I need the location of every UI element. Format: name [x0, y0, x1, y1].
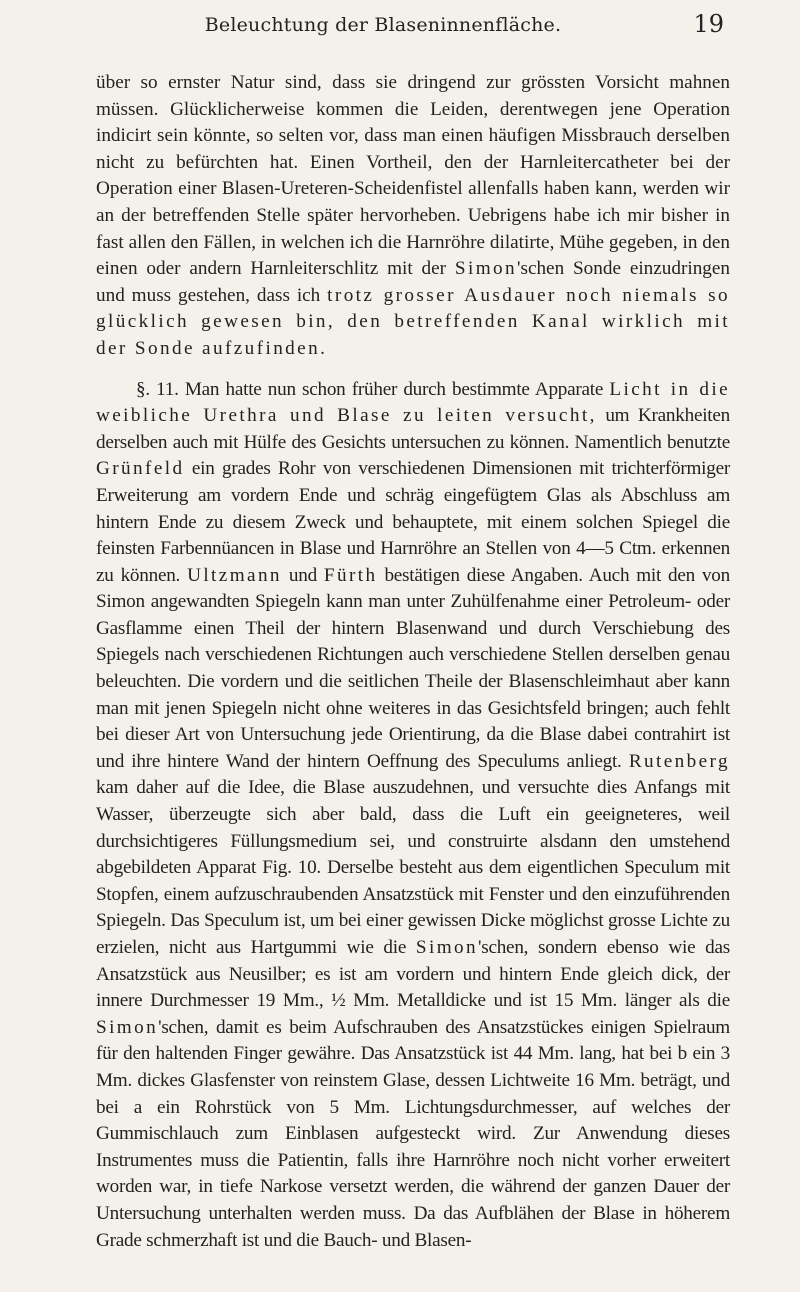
text-run: 'schen, sondern ebenso wie das Ansatzstück aus Neusilber; es ist am vordern und hintern Ende gleich dick, der innere Durchmesser 19 Mm., ½ Mm. Metalldicke und ist 15 Mm. länger als die	[96, 937, 730, 1012]
running-head	[96, 6, 730, 46]
person-name: Fürth	[323, 564, 378, 586]
person-name: Ultzmann	[187, 564, 282, 586]
person-name: Grünfeld	[96, 458, 185, 480]
text-run: und	[281, 564, 324, 586]
text-run: 'schen Sonde einzudringen und muss gestehen, dass ich	[96, 258, 730, 306]
running-title: Beleuchtung der Blaseninnenfläche.	[204, 14, 562, 36]
text-run: ein grades Rohr von verschiedenen Dimensionen mit trichterförmiger Erweiterung am vordern Ende und schräg eingefügtem Glas als Abschluss am hintern Ende zu diesem Zweck und behauptete, mit einem solchen Spiegel die feinsten Farbennüancen in Blase und Harnröhre an Stellen von 4—5 Ctm. erkennen zu können.	[96, 458, 730, 586]
text-run: um Krankheiten derselben auch mit Hülfe des Gesichts untersuchen zu können. Namentlich benutzte	[96, 405, 730, 453]
text-run: bestätigen diese Angaben. Auch mit den von Simon angewandten Spiegeln kann man unter Zuhülfenahme einer Petroleum- oder Gasflamme einen Theil der hintern Blasenwand und durch Verschiebung des Spiegels nach verschiedenen Richtungen auch verschiedene Stellen derselben genau beleuchten. Die vordern und die seitlichen Theile der Blasenschleimhaut aber kann man mit jenen Spiegeln nicht ohne weiteres in das Gesichtsfeld bringen; auch fehlt bei dieser Art von Untersuchung jede Orientirung, da die Blase dabei contrahirt ist und ihre hintere Wand der hintern Oeffnung des Speculums anliegt.	[96, 564, 730, 772]
text-run: §. 11. Man hatte nun schon früher durch bestimmte Apparate	[136, 378, 610, 400]
person-name: Rutenberg	[628, 750, 730, 772]
text-run: über so ernster Natur sind, dass sie dringend zur grössten Vorsicht mahnen müssen. Glücklicherweise kommen die Leiden, derentwegen jene Operation indicirt sein könnte, so selten vor, dass man einen häufigen Missbrauch derselben nicht zu befürchten hat. Einen Vortheil, den der Harnleitercatheter bei der Operation einer Blasen-Ureteren-Scheidenfistel allenfalls haben kann, werden wir an der betreffenden Stelle später hervorheben. Uebrigens habe ich mir bisher in fast allen den Fällen, in welchen ich die Harnröhre dilatirte, Mühe gegeben, in den einen oder andern Harnleiterschlitz mit der	[96, 72, 730, 280]
text-run: kam daher auf die Idee, die Blase auszudehnen, und versuchte dies Anfangs mit Wasser, überzeugte sich aber bald, dass die Luft ein geeigneteres, weil durchsichtigeres Füllungsmedium sei, und construirte alsdann den umstehend abgebildeten Apparat Fig. 10. Derselbe besteht aus dem eigentlichen Speculum mit Stopfen, einem aufzuschraubenden Ansatzstück mit Fenster und den einzuführenden Spiegeln. Das Speculum ist, um bei einer gewissen Dicke möglichst grosse Lichte zu erzielen, nicht aus Hartgummi wie die	[96, 777, 730, 958]
person-name: Simon	[96, 1016, 159, 1038]
page-number: 19	[693, 10, 724, 38]
emphasized-text: Licht in die weibliche Urethra und Blase zu leiten versucht,	[96, 378, 730, 427]
emphasized-text: trotz grosser Ausdauer noch niemals so glücklich gewesen bin, den betreffenden Kanal wirklich mit der Sonde aufzufinden.	[96, 284, 730, 359]
text-run: 'schen, damit es beim Aufschrauben des Ansatzstückes einigen Spielraum für den haltenden Finger gewähre. Das Ansatzstück ist 44 Mm. lang, hat bei b ein 3 Mm. dickes Glasfenster von reinstem Glase, dessen Lichtweite 16 Mm. beträgt, und bei a ein Rohrstück von 5 Mm. Lichtungsdurchmesser, auf welches der Gummischlauch zum Einblasen aufgesteckt wird. Zur Anwendung dieses Instrumentes muss die Patientin, falls ihre Harnröhre noch nicht vorher erweitert worden war, in tiefe Narkose versetzt werden, die während der ganzen Dauer der Untersuchung unterhalten werden muss. Da das Aufblähen der Blase in höherem Grade schmerzhaft ist und die Bauch- und Blasen-	[96, 1016, 730, 1251]
paragraph-2	[96, 377, 730, 1255]
body-text	[96, 70, 730, 1254]
paragraph-1	[96, 70, 730, 363]
person-name: Simon	[415, 937, 479, 958]
person-name: Simon	[454, 258, 518, 280]
